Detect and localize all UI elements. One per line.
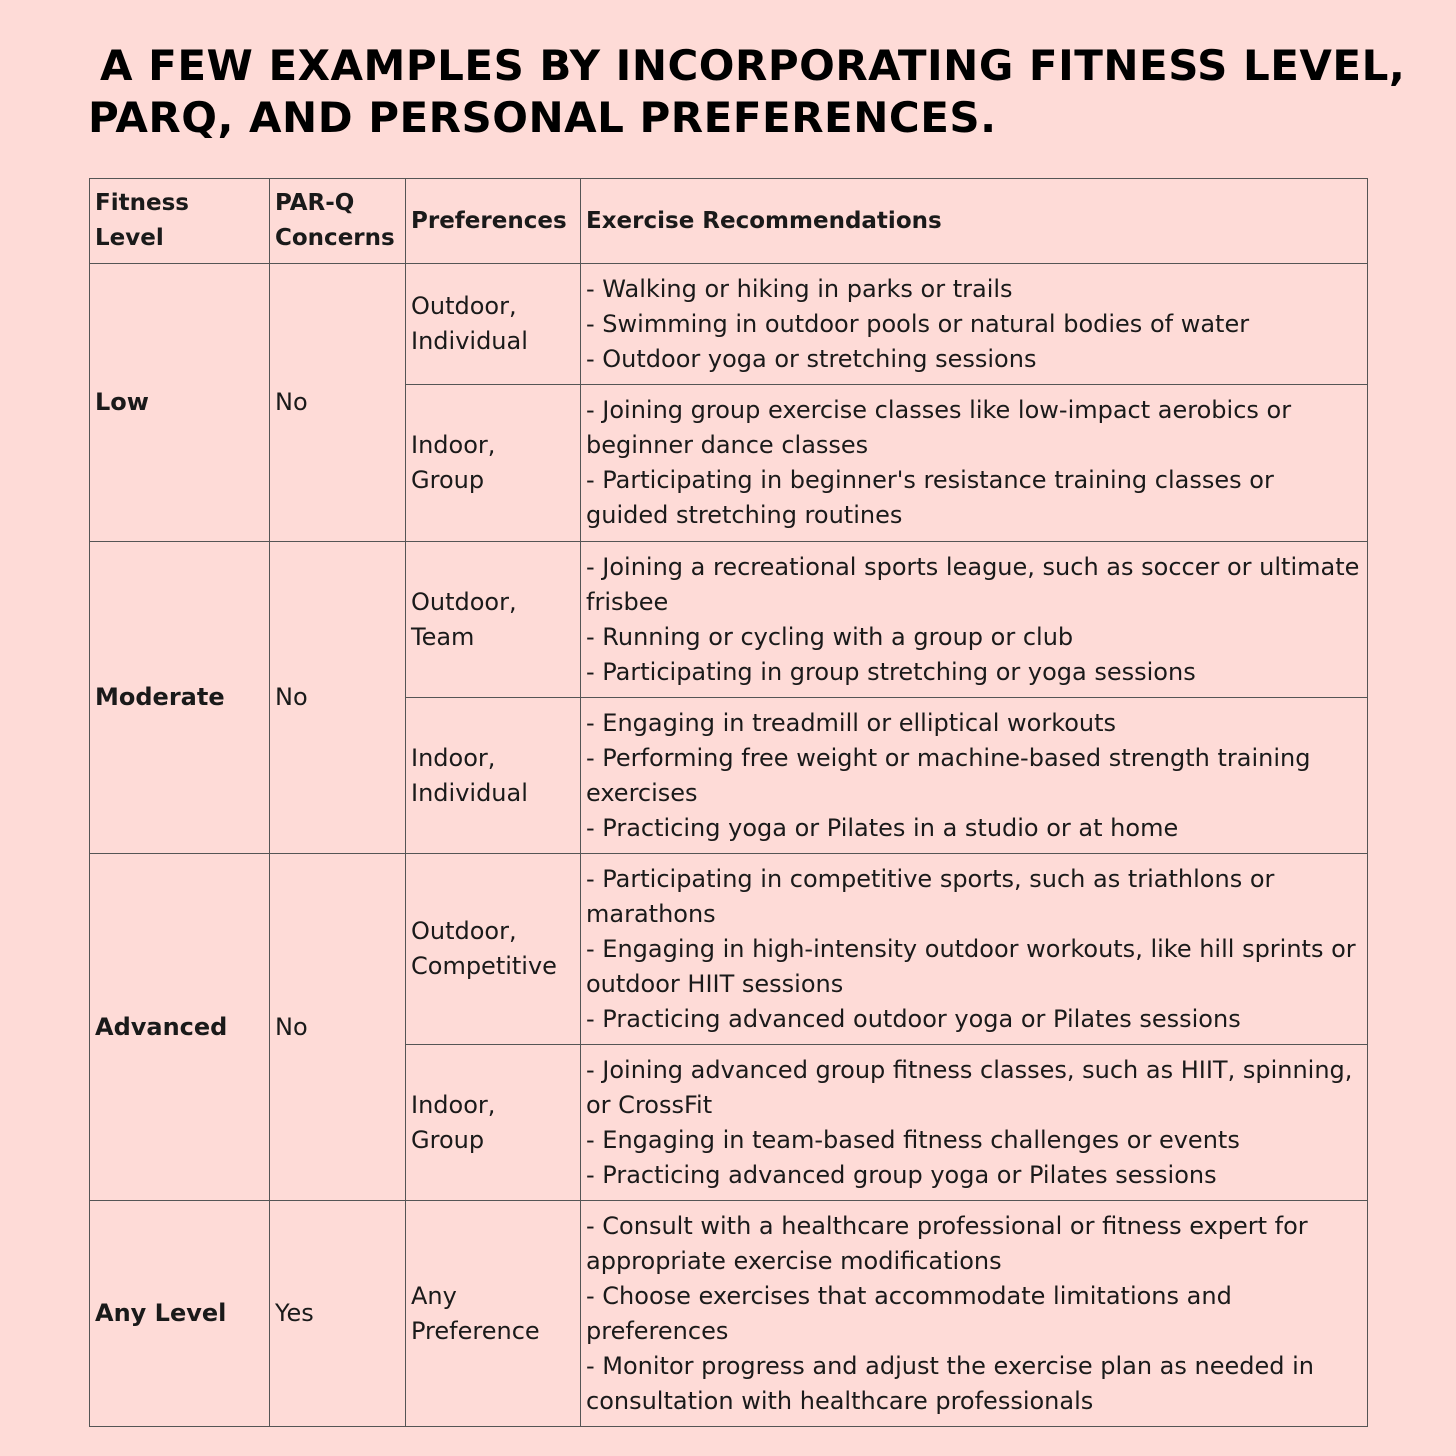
- preference-cell: [406, 542, 581, 698]
- fitness-level-cell: Advanced: [90, 854, 270, 1201]
- preference-line: Individual: [411, 327, 528, 355]
- fitness-level-cell: Low: [90, 264, 270, 542]
- preference-line: Group: [411, 466, 485, 494]
- parq-cell: Yes: [270, 1201, 406, 1427]
- fitness-level-cell: Moderate: [90, 542, 270, 854]
- recommendations-cell: [581, 1201, 1368, 1427]
- preference-cell: [406, 698, 581, 854]
- header-parq-concerns: [270, 179, 406, 264]
- preference-cell: [406, 385, 581, 542]
- header-parq-line-2: Concerns: [275, 225, 395, 251]
- recommendation-item: - Joining group exercise classes like low-impact aerobics or beginner dance classes: [586, 396, 1292, 459]
- recommendation-item: - Swimming in outdoor pools or natural bodies of water: [586, 309, 1250, 338]
- recommendation-item: - Outdoor yoga or stretching sessions: [586, 344, 1037, 373]
- preference-line: Indoor,: [411, 1090, 496, 1119]
- preference-cell: [406, 1045, 581, 1201]
- parq-cell: No: [270, 542, 406, 854]
- page-title: [88, 40, 1406, 144]
- recommendation-item: - Practicing yoga or Pilates in a studio or at home: [586, 813, 1179, 842]
- fitness-level-cell: Any Level: [90, 1201, 270, 1427]
- recommendations-cell: [581, 854, 1368, 1045]
- preference-line: Outdoor,: [411, 917, 517, 945]
- recommendation-item: - Walking or hiking in parks or trails: [586, 274, 1013, 303]
- preference-line: Indoor,: [411, 743, 496, 772]
- preference-line: Outdoor,: [411, 587, 517, 616]
- recommendation-item: - Practicing advanced outdoor yoga or Pilates sessions: [586, 1004, 1241, 1033]
- recommendations-table: [89, 178, 1368, 1427]
- preference-line: Group: [411, 1125, 485, 1154]
- preference-line: Team: [411, 622, 475, 651]
- recommendation-item: - Participating in beginner's resistance training classes or guided stretching routines: [586, 466, 1274, 529]
- recommendation-item: - Participating in competitive sports, such as triathlons or marathons: [586, 864, 1275, 928]
- recommendation-item: - Practicing advanced group yoga or Pilates sessions: [586, 1160, 1217, 1189]
- preference-cell: [406, 854, 581, 1045]
- recommendation-item: - Engaging in high-intensity outdoor workouts, like hill sprints or outdoor HIIT sessions: [586, 934, 1356, 998]
- header-preferences: Preferences: [406, 179, 581, 264]
- recommendation-item: - Performing free weight or machine-based strength training exercises: [586, 743, 1311, 807]
- preference-line: Outdoor,: [411, 292, 517, 320]
- preference-line: Preference: [411, 1316, 540, 1345]
- recommendations-cell: [581, 698, 1368, 854]
- recommendations-cell: [581, 542, 1368, 698]
- recommendation-item: - Running or cycling with a group or club: [586, 622, 1074, 651]
- preference-line: Individual: [411, 778, 528, 807]
- preference-line: Competitive: [411, 952, 557, 980]
- table-row: [90, 854, 1368, 1045]
- recommendation-item: - Participating in group stretching or yoga sessions: [586, 657, 1196, 686]
- recommendation-item: - Consult with a healthcare professional or fitness expert for appropriate exercise modifications: [586, 1211, 1308, 1275]
- recommendation-item: - Engaging in treadmill or elliptical workouts: [586, 708, 1117, 737]
- table-row: [90, 264, 1368, 385]
- recommendations-cell: [581, 1045, 1368, 1201]
- recommendation-item: - Monitor progress and adjust the exercise plan as needed in consultation with healthcare professionals: [586, 1351, 1314, 1415]
- recommendations-cell: [581, 264, 1368, 385]
- preference-cell: [406, 1201, 581, 1427]
- table-row: [90, 1201, 1368, 1427]
- recommendations-cell: [581, 385, 1368, 542]
- preference-cell: [406, 264, 581, 385]
- header-fitness-level: Fitness Level: [90, 179, 270, 264]
- header-parq-line-1: PAR-Q: [275, 190, 355, 216]
- title-line-1: A FEW EXAMPLES BY INCORPORATING FITNESS LEVEL,: [100, 41, 1406, 90]
- recommendation-item: - Choose exercises that accommodate limitations and preferences: [586, 1281, 1232, 1345]
- title-line-2: PARQ, AND PERSONAL PREFERENCES.: [88, 93, 997, 142]
- parq-cell: No: [270, 264, 406, 542]
- recommendation-item: - Joining a recreational sports league, such as soccer or ultimate frisbee: [586, 552, 1360, 616]
- parq-cell: No: [270, 854, 406, 1201]
- table-row: [90, 542, 1368, 698]
- table-header-row: [90, 179, 1368, 264]
- recommendation-item: - Joining advanced group fitness classes, such as HIIT, spinning, or CrossFit: [586, 1055, 1353, 1119]
- preference-line: Indoor,: [411, 431, 496, 459]
- recommendation-item: - Engaging in team-based fitness challenges or events: [586, 1125, 1240, 1154]
- preference-line: Any: [411, 1281, 457, 1310]
- header-exercise-recommendations: Exercise Recommendations: [581, 179, 1368, 264]
